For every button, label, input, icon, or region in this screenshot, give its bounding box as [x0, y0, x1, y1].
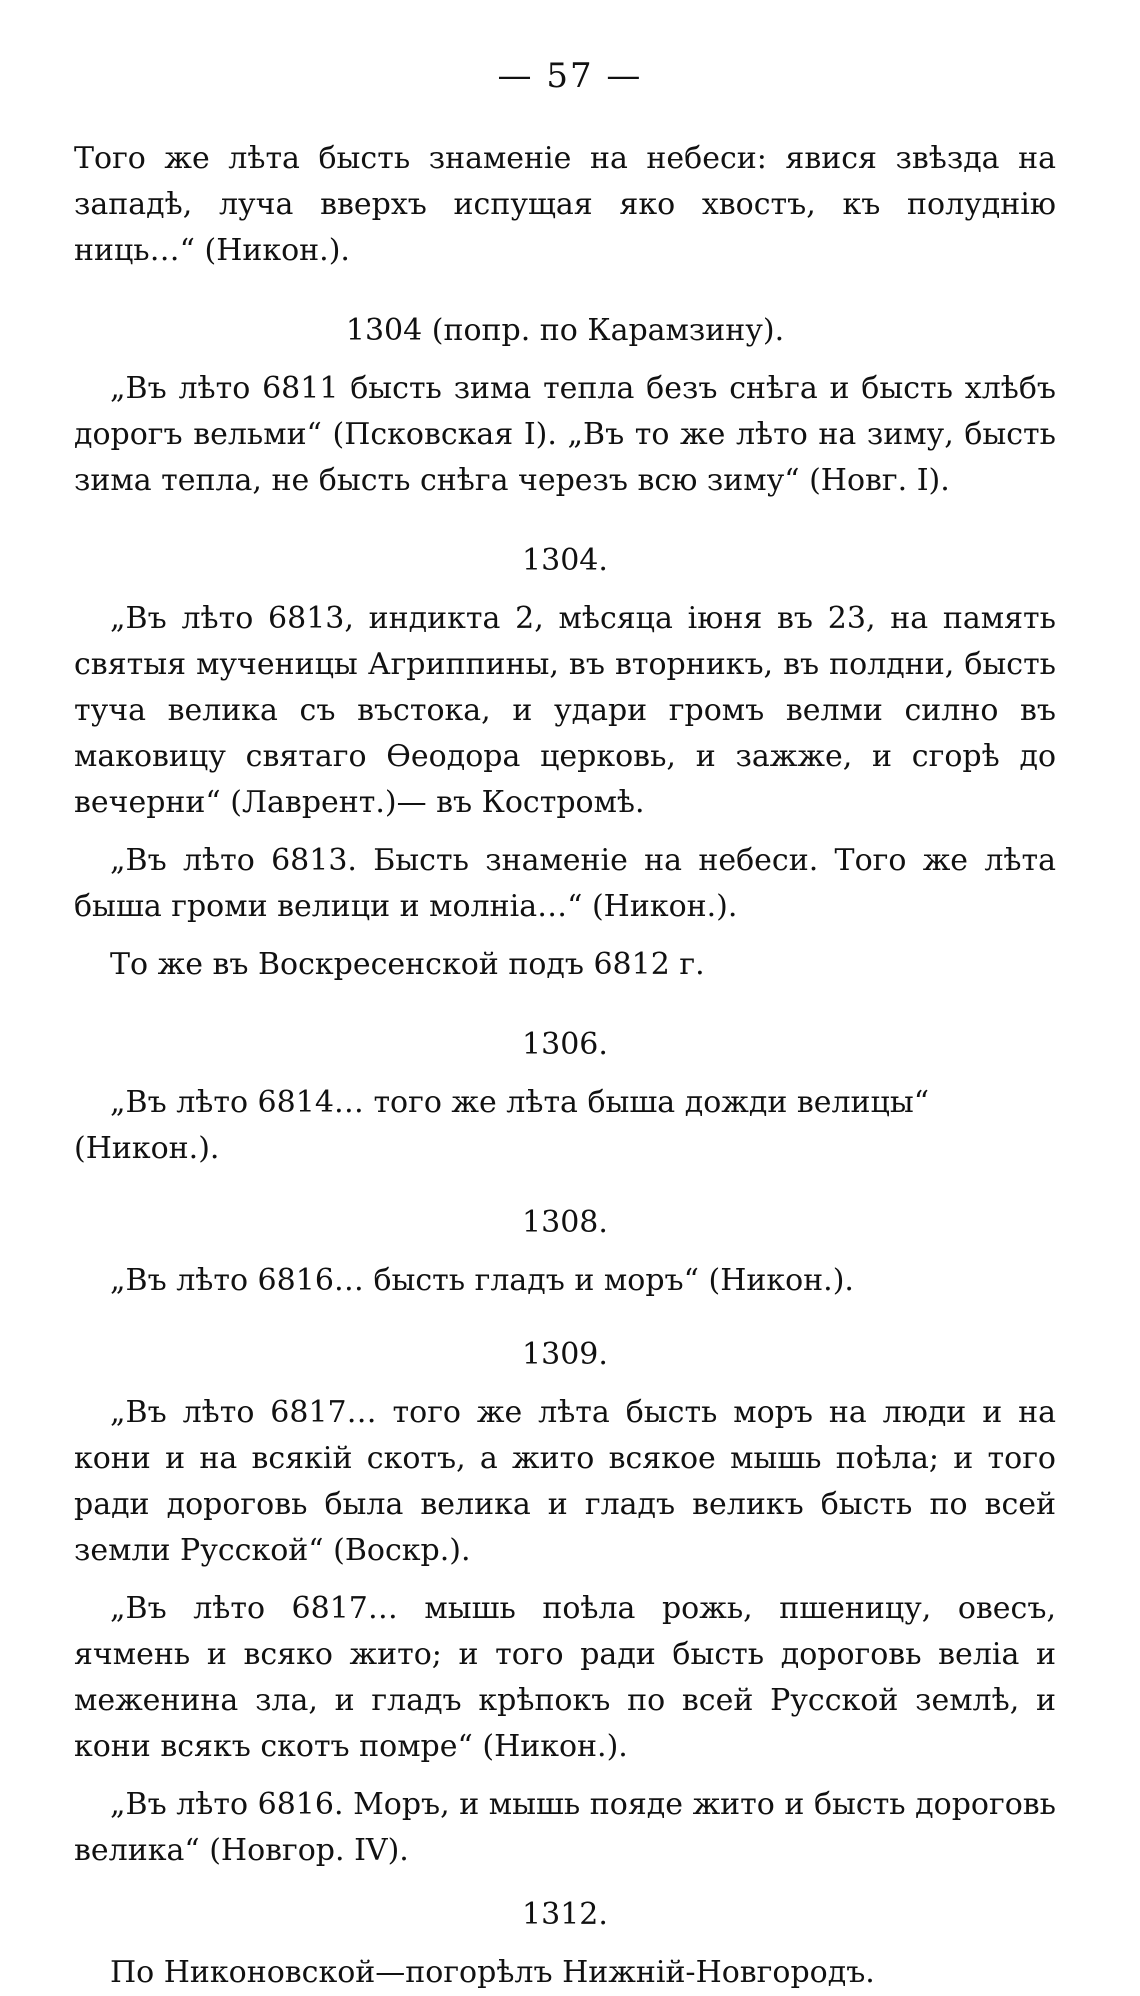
- page-content: [74, 136, 1056, 1996]
- year-heading-1309: 1309.: [522, 1337, 608, 1372]
- paragraph-5: То же въ Воскресенской подъ 6812 г.: [110, 947, 705, 982]
- paragraph-1: Того же лѣта бысть знаменіе на небеси: явися звѣзда на западѣ, луча вверхъ испущая яко хвостъ, къ полуднію ниць…“ (Никон.).: [74, 141, 1056, 268]
- page-number: — 57 —: [497, 56, 643, 96]
- year-heading-1304: 1304.: [522, 543, 608, 578]
- paragraph-2: „Въ лѣто 6811 бысть зима тепла безъ снѣга и бысть хлѣбъ дорогъ вельми“ (Псковская I). „Въ то же лѣто на зиму, бысть зима тепла, не бысть снѣга черезъ всю зиму“ (Новг. I).: [74, 371, 1056, 498]
- year-heading-1312: 1312.: [522, 1897, 608, 1932]
- paragraph-8: „Въ лѣто 6817… того же лѣта бысть моръ на люди и на кони и на всякій скотъ, а жито всякое мышь поѣла; и того ради дороговь была велика и гладъ великъ бысть по всей земли Русской“ (Воскр.).: [74, 1395, 1056, 1568]
- paragraph-4: „Въ лѣто 6813. Бысть знаменіе на небеси. Того же лѣта быша громи велици и молніа…“ (Никон.).: [74, 843, 1056, 924]
- paragraph-9: „Въ лѣто 6817… мышь поѣла рожь, пшеницу, овесъ, ячмень и всяко жито; и того ради бысть дороговь веліа и меженина зла, и гладъ крѣпокъ по всей Русской землѣ, и кони всякъ скотъ помре“ (Никон.).: [74, 1591, 1056, 1764]
- paragraph-11: По Никоновской—погорѣлъ Нижній-Новгородъ.: [110, 1955, 875, 1990]
- paragraph-6: „Въ лѣто 6814… того же лѣта быша дожди велицы“ (Никон.).: [74, 1085, 930, 1166]
- year-heading-1308: 1308.: [522, 1205, 608, 1240]
- year-heading-1306: 1306.: [522, 1027, 608, 1062]
- paragraph-7: „Въ лѣто 6816… бысть гладъ и моръ“ (Никон.).: [110, 1263, 854, 1298]
- paragraph-10: „Въ лѣто 6816. Моръ, и мышь пояде жито и бысть дороговь велика“ (Новгор. IV).: [74, 1787, 1056, 1868]
- year-heading-1304-karamzin: 1304 (попр. по Карамзину).: [345, 313, 785, 348]
- paragraph-3: „Въ лѣто 6813, индикта 2, мѣсяца іюня въ 23, на память святыя мученицы Агриппины, въ вторникъ, въ полдни, бысть туча велика съ въстока, и удари громъ велми силно въ маковицу святаго Ѳеодора церковь, и зажже, и сгорѣ до вечерни“ (Лаврент.)— въ Костромѣ.: [74, 601, 1056, 820]
